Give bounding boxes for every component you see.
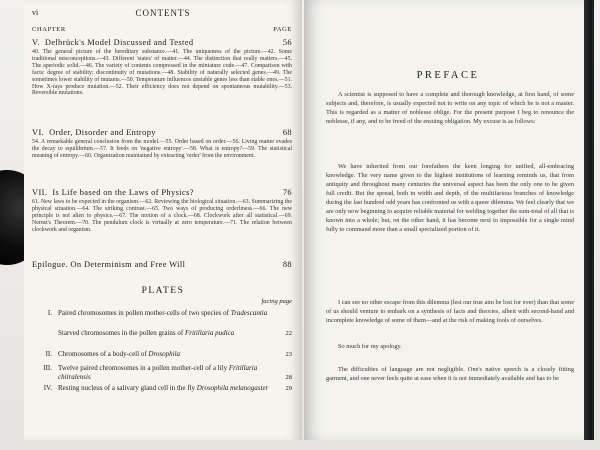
preface-paragraph: I can see no other escape from this dilemma (lest our true aim be lost for ever) than that some of us should venture to embark on a synthesis of facts and theories, albeit with second-hand and incomplete knowledge of some of them—and at the risk of making fools of ourselves. [326,299,574,324]
epilogue-title: Epilogue. On Determinism and Free Will [32,260,186,269]
plate-entry [34,350,292,359]
plate-number: II. [45,350,52,358]
chapter-entry [32,188,292,234]
left-page-header [24,8,302,22]
plate-species: Drosophila melanogaster [196,384,269,392]
page-column-label: PAGE [273,26,292,33]
facing-page-label: facing page [261,298,292,305]
book-cover-edge [584,0,592,440]
plate-species: Tradescantia [230,309,268,317]
plate-page: 28 [285,374,292,381]
preface-paragraph: The difficulties of language are not negligible. One's native speech is a closely fitting garment, and one never feels quite at ease when it is not immediately available and has to be [326,366,574,382]
plate-caption: Twelve paired chromosomes in a pollen mother-cell of a lily [58,364,229,372]
plate-number: IV. [43,384,52,392]
plate-caption: Paired chromosomes in pollen mother-cells of two species of [58,309,231,317]
chapter-title: Is Life based on the Laws of Physics? [52,188,194,197]
chapter-page: 76 [282,188,292,197]
open-book [24,0,592,440]
chapter-number: V. [32,38,40,47]
plate-caption: Resting nucleus of a salivary gland cell in the fly [58,384,197,392]
preface-paragraph: A scientist is supposed to have a complete and thorough knowledge, at first hand, of some subjects and, therefore, is usually expected not to write on any topic of which he is not a master. This is regarded as a matter of noblesse oblige. For the present purpose I beg to renounce the noblesse, if any, and to be freed of the ensuing obligation. My excuse is as follows: [326,91,574,125]
plate-species: Drosophila [148,350,181,358]
chapter-number: VII. [32,188,48,197]
epilogue-page: 88 [282,260,292,269]
plate-entry [34,384,292,393]
running-head: CONTENTS [135,8,191,18]
plate-number: III. [43,364,52,372]
plate-species: Fritillaria pudica [184,329,235,337]
plate-entry [34,364,292,382]
chapter-title: Delbrück's Model Discussed and Tested [44,38,194,47]
plate-caption: Chromosomes of a body-cell of [58,350,149,358]
plate-page: 29 [285,385,292,392]
chapter-entry [32,38,292,97]
plate-page: 22 [285,330,292,337]
plate-caption: Starved chromosomes in the pollen grains of [58,329,185,337]
page-folio: vi [32,8,39,17]
plate-entry [34,329,292,338]
preface-paragraph: We have inherited from our forefathers the keen longing for unified, all-embracing knowledge. The very name given to the highest institutions of learning reminds us, that from antiquity and throughout many centuries the universal aspect has been the only one to be given full credit. But the spread, both in width and depth, of the multifarious branches of knowledge during the last hundred odd years has confronted us with a queer dilemma. We feel clearly that we are only now beginning to acquire reliable material for welding together the sum-total of all that is known into a whole; but, on the other hand, it has become next to impossible for a single mind fully to command more than a small specialized portion of it. [326,163,574,233]
column-headings [32,26,292,33]
plate-page: 23 [285,351,292,358]
plate-species: Fritillaria chitralensis [58,364,258,381]
plates-heading: PLATES [141,286,185,296]
chapter-sections: 40. The general picture of the hereditary substance.—41. The uniqueness of the picture.—42. Some traditional misconceptions.—43. Different 'states' of matter.—44. The distinction that really matters.—45. The aperiodic solid.—46. The variety of contents compressed in the miniature code.—47. Comparison with facts: degree of stability; discontinuity of mutations.—48. Stability of naturally selected genes.—49. The sometimes lower stability of mutants.—50. Temperature influences unstable genes less than stable ones.—51. How X-rays produce mutation.—52. Their efficiency does not depend on spontaneous mutability.—53. Reversible mutations. [32,49,292,97]
preface-paragraph: So much for my apology. [338,343,402,350]
chapter-number: VI. [32,128,45,137]
left-page [24,0,302,440]
plate-number: I. [47,309,52,317]
chapter-sections: 61. New laws to be expected in the organism.—62. Reviewing the biological situation.—63. Summarizing the physical situation.—64. The striking contrast.—65. Two ways of producing orderliness.—66. The new principle is not alien to physics.—67. The motion of a clock.—68. Clockwork after all statistical.—69. Nernst's Theorem.—70. The pendulum clock is virtually at zero temperature.—71. The relation between clockwork and organism. [32,199,292,233]
chapter-page: 56 [282,38,292,47]
preface-title: PREFACE [416,70,480,81]
chapter-page: 68 [282,128,292,137]
chapter-column-label: CHAPTER [32,26,66,33]
chapter-title: Order, Disorder and Entropy [49,128,156,137]
epilogue-entry [32,260,292,269]
chapter-entry [32,128,292,160]
plate-entry [34,309,292,318]
chapter-sections: 54. A remarkable general conclusion from the model.—55. Order based on order.—56. Living matter evades the decay to equilibrium.—57. It feeds on 'negative entropy'.—58. What is entropy?—59. The statistical meaning of entropy.—60. Organization maintained by extracting 'order' from the environment. [32,139,292,159]
right-page [304,0,592,440]
